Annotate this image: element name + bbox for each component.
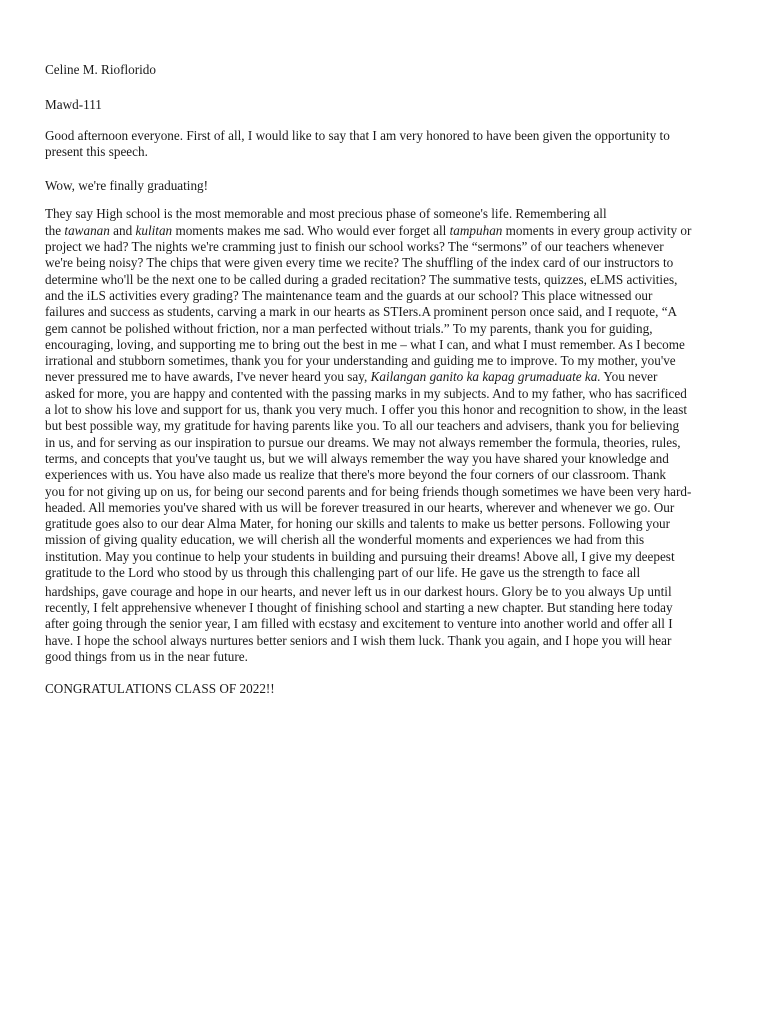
text-run: moments makes me sad. Who would ever forget all [172,222,450,238]
body-line: and the iLS activities every grading? The maintenance team and the guards at our school? This place witnessed our [45,287,653,303]
italic-quote: Kailangan ganito ka kapag grumaduate ka. [370,369,601,385]
body-line [45,369,725,385]
body-line: have. I hope the school always nurtures better seniors and I wish them luck. Thank you again, and I hope you will hear [45,632,672,648]
body-line: project we had? The nights we're cramming just to finish our school works? The “sermons” of our teachers whenever [45,239,664,255]
body-line: terms, and concepts that you've taught us, but we will always remember the way you have shared your knowledge and [45,450,669,466]
text-run: never pressured me to have awards, I've never heard you say, [45,369,371,385]
body-line: institution. May you continue to help your students in building and pursuing their dreams! Above all, I give my deepest [45,548,675,564]
text-run: the [45,222,65,238]
body-line: failures and success as students, carving a mark in our hearts as STIers.A prominent person once said, and I requote, “A [45,304,678,320]
body-line: irrational and stubborn sometimes, thank you for your understanding and guiding me to improve. To my mother, you've [45,353,676,369]
text-run: moments in every group activity or [502,222,692,238]
intro-line: Good afternoon everyone. First of all, I would like to say that I am very honored to have been given the opportunity to [45,128,670,144]
body-line [45,223,725,239]
body-line: headed. All memories you've shared with us will be forever treasured in our hearts, wherever and whenever we go. Our [45,499,675,515]
italic-term: kulitan [135,222,173,238]
author-name: Celine M. Rioflorido [45,62,156,77]
body-line: They say High school is the most memorable and most precious phase of someone's life. Remembering all [45,206,607,222]
body-line: in us, and for serving as our inspiration to pursue our dreams. We may not always remember the formula, theories, rules, [45,434,681,450]
body-line: encouraging, loving, and supporting me to bring out the best in me – what I can, and what I must remember. As I become [45,336,685,352]
body-line: asked for more, you are happy and contented with the passing marks in my subjects. And to my father, who has sacrificed [45,385,687,401]
exclaim-line: Wow, we're finally graduating! [45,177,209,193]
body-line: gem cannot be polished without friction, nor a man perfected without trials.” To my parents, thank you for guiding, [45,320,653,336]
intro-line: present this speech. [45,144,148,160]
text-run: and [109,222,136,238]
text-run: You never [600,369,658,385]
italic-term: tawanan [64,222,110,238]
body-line: determine who'll be the next one to be called during a graded recitation? The summative tests, quizzes, eLMS activities, [45,271,678,287]
speech-body-paragraph [45,206,725,665]
body-line: good things from us in the near future. [45,649,248,664]
intro-paragraph [45,128,725,161]
body-line: but best possible way, my gratitude for having parents like you. To all our teachers and advisers, thank you for believing [45,418,680,434]
body-line: gratitude goes also to our dear Alma Mater, for honing our skills and talents to make us better persons. Following your [45,516,671,532]
body-line: a lot to show his love and support for us, thank you very much. I offer you this honor and recognition to show, in the least [45,402,688,418]
section-code: Mawd-111 [45,96,102,112]
body-line: we're being noisy? The chips that were given every time we recite? The shuffling of the index card of our instructors to [45,255,674,271]
italic-term: tampuhan [449,222,503,238]
body-line: mission of giving quality education, we will cherish all the wonderful moments and experiences we had from this [45,532,645,548]
body-line: gratitude to the Lord who stood by us through this challenging part of our life. He gave us the strength to face all [45,565,641,581]
closing-line: CONGRATULATIONS CLASS OF 2022!! [45,681,275,697]
body-line: hardships, gave courage and hope in our hearts, and never left us in our darkest hours. Glory be to you always Up until [45,583,672,599]
body-line: experiences with us. You have also made us realize that there's more beyond the four corners of our classroom. Thank [45,467,667,483]
body-line: recently, I felt apprehensive whenever I thought of finishing school and starting a new chapter. But standing here today [45,600,673,616]
body-line: after going through the senior year, I am filled with ecstasy and excitement to venture into another world and offer all I [45,616,673,632]
document-page [45,62,725,698]
body-line: you for not giving up on us, for being our second parents and for being friends though sometimes we have been very hard- [45,483,692,499]
